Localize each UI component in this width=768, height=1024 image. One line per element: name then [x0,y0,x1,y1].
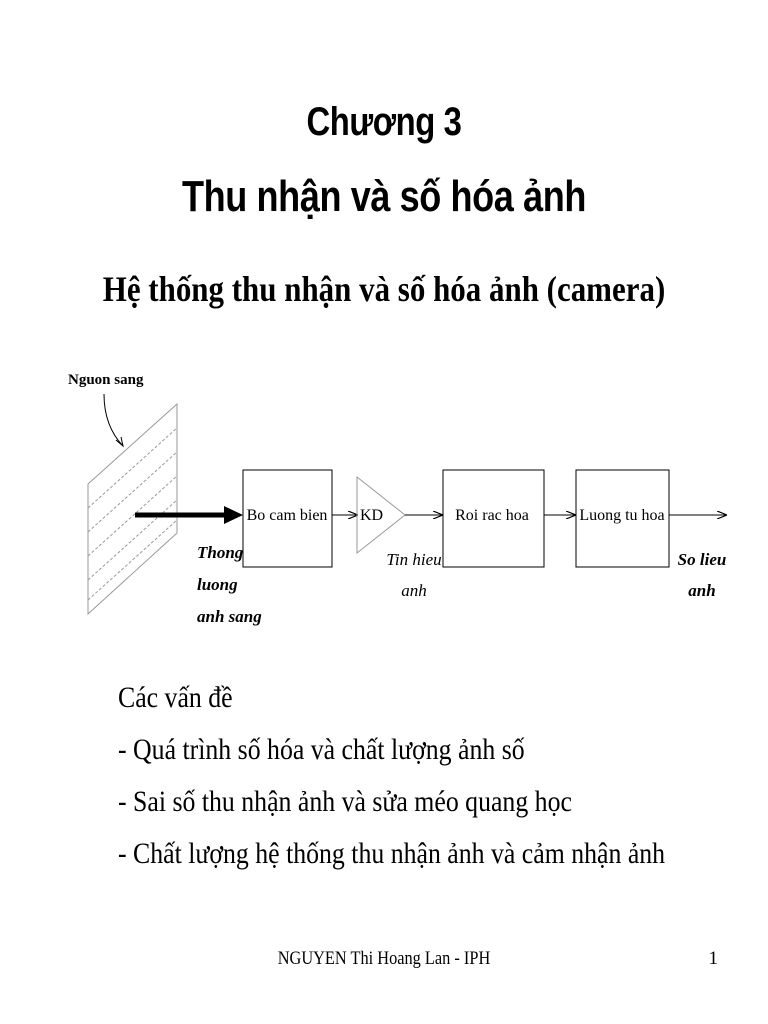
sampling-block-label: Roi rac hoa [455,507,529,524]
page-number: 1 [708,948,718,969]
image-signal-label-line-2: anh [401,581,427,600]
page-title: Thu nhận và số hóa ảnh [182,172,586,221]
light-source-label: Nguon sang [68,372,144,388]
issues-heading: Các vấn đề [118,681,233,714]
section-subtitle: Hệ thống thu nhận và số hóa ảnh (camera) [102,269,666,309]
light-source-pointer [104,394,123,446]
issue-item: - Sai số thu nhận ảnh và sửa méo quang học [118,785,572,818]
quantization-block-label: Luong tu hoa [579,507,665,524]
issues-list [118,672,668,880]
image-data-label-line-2: anh [688,581,716,600]
light-flux-label [197,543,262,626]
sensor-block-label: Bo cam bien [246,507,328,524]
light-source-panel [88,404,177,614]
image-data-label [678,550,727,600]
issue-item: - Quá trình số hóa và chất lượng ảnh số [118,733,525,766]
footer-author: NGUYEN Thi Hoang Lan - IPH [277,948,491,969]
camera-system-diagram [0,360,768,650]
amplifier-label: KD [360,507,384,524]
issue-item: - Chất lượng hệ thống thu nhận ảnh và cảm nhận ảnh [118,837,666,870]
image-data-label-line-1: So lieu [677,550,727,569]
chapter-heading: Chương 3 [306,100,462,144]
image-signal-label-line-1: Tin hieu [386,550,442,569]
light-flux-arrow [135,506,243,524]
light-flux-label-line-2: luong [197,575,238,594]
light-flux-label-line-1: Thong [197,543,244,562]
light-flux-label-line-3: anh sang [197,607,262,626]
image-signal-label [386,550,441,600]
